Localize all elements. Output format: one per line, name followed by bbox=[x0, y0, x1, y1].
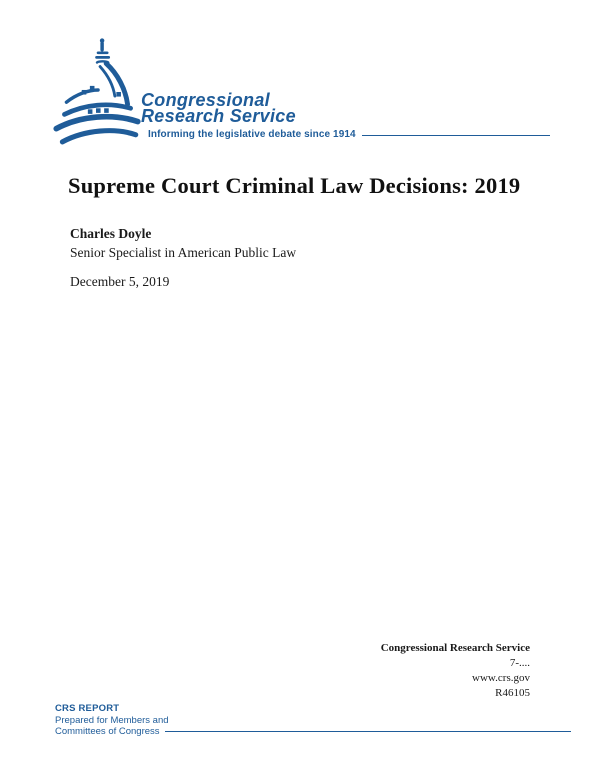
author-name: Charles Doyle bbox=[70, 226, 152, 241]
footer-rule-divider bbox=[165, 731, 571, 732]
logo-text bbox=[141, 92, 550, 140]
publisher-name: Congressional Research Service bbox=[380, 642, 530, 654]
author-title: Senior Specialist in American Public Law bbox=[70, 245, 297, 260]
prepared-for-line1: Prepared for Members and bbox=[55, 714, 169, 726]
publisher-block bbox=[381, 641, 530, 701]
report-number: R46105 bbox=[495, 687, 530, 699]
publisher-website: www.crs.gov bbox=[472, 672, 530, 684]
capitol-dome-icon bbox=[50, 36, 142, 148]
publisher-phone: 7-.... bbox=[509, 657, 530, 669]
logo-tagline: Informing the legislative debate since 1914 bbox=[148, 129, 356, 140]
report-title: Supreme Court Criminal Law Decisions: 2019 bbox=[68, 173, 521, 198]
crs-report-label: CRS REPORT bbox=[55, 703, 120, 714]
prepared-for-line2: Committees of Congress bbox=[55, 726, 160, 737]
logo-rule-divider bbox=[362, 135, 550, 136]
logo-name-line1: Congressional bbox=[141, 90, 270, 110]
logo-name-line2: Research Service bbox=[141, 106, 296, 126]
logo-tagline-row bbox=[141, 129, 550, 140]
report-date: December 5, 2019 bbox=[70, 274, 170, 289]
prepared-for-row bbox=[55, 726, 571, 738]
author-block bbox=[70, 224, 296, 262]
footer-left-block bbox=[55, 703, 571, 738]
